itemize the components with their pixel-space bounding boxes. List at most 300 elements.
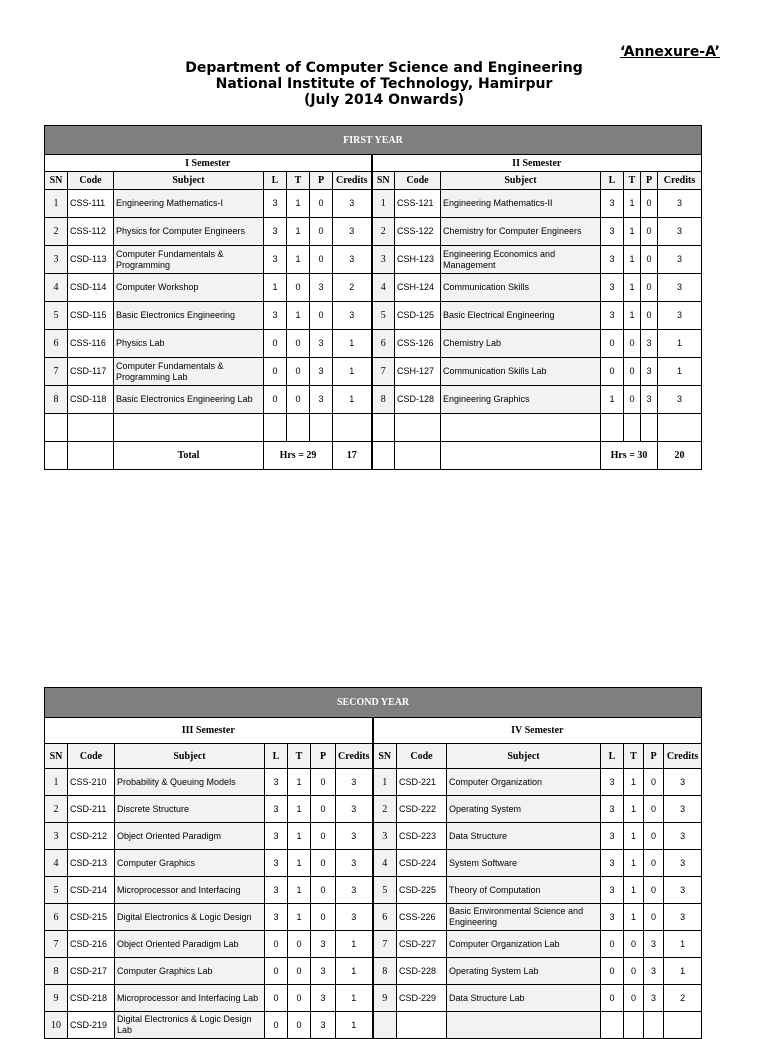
course-subject: Microprocessor and Interfacing Lab bbox=[115, 985, 265, 1012]
practical-hours: 0 bbox=[644, 796, 664, 823]
course-subject: Computer Fundamentals & Programming bbox=[114, 246, 264, 274]
course-subject: Computer Organization Lab bbox=[447, 931, 601, 958]
table-row bbox=[45, 823, 702, 850]
practical-hours: 3 bbox=[310, 274, 333, 302]
empty-cell bbox=[68, 442, 114, 470]
tutorial-hours: 1 bbox=[624, 850, 644, 877]
tutorial-hours: 1 bbox=[287, 302, 310, 330]
course-credits: 3 bbox=[664, 877, 702, 904]
row-sn: 2 bbox=[373, 796, 397, 823]
course-credits: 1 bbox=[333, 358, 372, 386]
course-code bbox=[397, 1012, 447, 1039]
tutorial-hours: 1 bbox=[624, 823, 644, 850]
course-credits: 3 bbox=[336, 877, 373, 904]
practical-hours: 0 bbox=[644, 823, 664, 850]
tutorial-hours: 1 bbox=[624, 904, 644, 931]
course-subject: Theory of Computation bbox=[447, 877, 601, 904]
tutorial-hours: 1 bbox=[624, 769, 644, 796]
course-subject bbox=[447, 1012, 601, 1039]
tutorial-hours: 0 bbox=[624, 931, 644, 958]
tutorial-hours: 0 bbox=[624, 358, 641, 386]
column-header: L bbox=[601, 744, 624, 769]
lecture-hours: 3 bbox=[265, 904, 288, 931]
course-subject: Engineering Mathematics-I bbox=[114, 190, 264, 218]
row-sn: 8 bbox=[45, 958, 68, 985]
column-header: P bbox=[641, 172, 658, 190]
row-sn: 6 bbox=[45, 330, 68, 358]
column-header: P bbox=[311, 744, 336, 769]
column-header: Code bbox=[397, 744, 447, 769]
course-credits: 3 bbox=[333, 246, 372, 274]
practical-hours: 0 bbox=[641, 218, 658, 246]
semester-title: II Semester bbox=[372, 155, 702, 172]
empty-cell bbox=[264, 414, 287, 442]
semester-title: III Semester bbox=[45, 718, 373, 744]
course-subject: Digital Electronics & Logic Design Lab bbox=[115, 1012, 265, 1039]
lecture-hours: 3 bbox=[264, 190, 287, 218]
course-code: CSD-114 bbox=[68, 274, 114, 302]
column-header: T bbox=[287, 172, 310, 190]
lecture-hours: 0 bbox=[265, 958, 288, 985]
practical-hours: 3 bbox=[311, 1012, 336, 1039]
course-code: CSS-111 bbox=[68, 190, 114, 218]
course-code: CSD-225 bbox=[397, 877, 447, 904]
row-sn: 6 bbox=[45, 904, 68, 931]
table-row bbox=[45, 302, 702, 330]
course-credits: 1 bbox=[658, 358, 702, 386]
course-subject: Computer Graphics Lab bbox=[115, 958, 265, 985]
course-code: CSD-211 bbox=[68, 796, 115, 823]
empty-cell bbox=[395, 442, 441, 470]
total-hours: Hrs = 29 bbox=[264, 442, 333, 470]
row-sn: 4 bbox=[45, 274, 68, 302]
row-sn: 10 bbox=[45, 1012, 68, 1039]
tutorial-hours: 0 bbox=[624, 330, 641, 358]
practical-hours: 3 bbox=[644, 931, 664, 958]
row-sn: 1 bbox=[373, 769, 397, 796]
course-code: CSD-214 bbox=[68, 877, 115, 904]
practical-hours: 0 bbox=[310, 190, 333, 218]
course-credits: 3 bbox=[658, 190, 702, 218]
lecture-hours: 3 bbox=[265, 877, 288, 904]
row-sn: 3 bbox=[45, 823, 68, 850]
lecture-hours: 3 bbox=[264, 302, 287, 330]
course-code: CSD-216 bbox=[68, 931, 115, 958]
empty-cell bbox=[68, 414, 114, 442]
course-subject: Computer Graphics bbox=[115, 850, 265, 877]
column-header: L bbox=[264, 172, 287, 190]
course-subject: Physics Lab bbox=[114, 330, 264, 358]
practical-hours: 0 bbox=[310, 246, 333, 274]
tutorial-hours: 1 bbox=[624, 274, 641, 302]
empty-cell bbox=[658, 414, 702, 442]
course-code: CSS-112 bbox=[68, 218, 114, 246]
practical-hours: 3 bbox=[641, 386, 658, 414]
course-subject: Engineering Economics and Management bbox=[441, 246, 601, 274]
course-code: CSD-125 bbox=[395, 302, 441, 330]
lecture-hours: 0 bbox=[265, 1012, 288, 1039]
course-subject: Chemistry for Computer Engineers bbox=[441, 218, 601, 246]
course-subject: Probability & Queuing Models bbox=[115, 769, 265, 796]
course-subject: Operating System bbox=[447, 796, 601, 823]
row-sn: 9 bbox=[45, 985, 68, 1012]
effective-date: (July 2014 Onwards) bbox=[303, 92, 465, 108]
lecture-hours: 3 bbox=[264, 246, 287, 274]
tutorial-hours: 1 bbox=[624, 190, 641, 218]
second-year-table bbox=[44, 687, 702, 1039]
lecture-hours: 0 bbox=[264, 358, 287, 386]
first-year-table bbox=[44, 125, 702, 470]
course-code: CSD-115 bbox=[68, 302, 114, 330]
course-credits: 1 bbox=[336, 931, 373, 958]
practical-hours: 3 bbox=[311, 931, 336, 958]
row-sn: 7 bbox=[373, 931, 397, 958]
empty-cell bbox=[441, 414, 601, 442]
course-subject: Computer Organization bbox=[447, 769, 601, 796]
tutorial-hours: 1 bbox=[624, 877, 644, 904]
year-title: SECOND YEAR bbox=[45, 688, 702, 718]
empty-cell bbox=[333, 414, 372, 442]
row-sn: 7 bbox=[45, 931, 68, 958]
row-sn: 4 bbox=[373, 850, 397, 877]
row-sn: 8 bbox=[372, 386, 395, 414]
column-header: L bbox=[265, 744, 288, 769]
lecture-hours: 3 bbox=[601, 274, 624, 302]
practical-hours: 3 bbox=[644, 985, 664, 1012]
lecture-hours: 0 bbox=[265, 931, 288, 958]
course-credits: 3 bbox=[336, 823, 373, 850]
table-row bbox=[45, 958, 702, 985]
course-credits: 3 bbox=[333, 190, 372, 218]
total-credits: 20 bbox=[658, 442, 702, 470]
course-code: CSD-213 bbox=[68, 850, 115, 877]
course-code: CSS-210 bbox=[68, 769, 115, 796]
row-sn: 8 bbox=[373, 958, 397, 985]
column-header: T bbox=[288, 744, 311, 769]
empty-cell bbox=[45, 414, 68, 442]
course-code: CSD-219 bbox=[68, 1012, 115, 1039]
course-subject: Computer Workshop bbox=[114, 274, 264, 302]
course-code: CSH-127 bbox=[395, 358, 441, 386]
column-header: Code bbox=[68, 172, 114, 190]
course-credits: 1 bbox=[658, 330, 702, 358]
lecture-hours: 3 bbox=[601, 190, 624, 218]
course-code: CSS-126 bbox=[395, 330, 441, 358]
course-credits: 1 bbox=[664, 931, 702, 958]
course-subject: Object Oriented Paradigm bbox=[115, 823, 265, 850]
institute-title: National Institute of Technology, Hamirpur bbox=[215, 76, 553, 92]
practical-hours: 0 bbox=[311, 823, 336, 850]
tutorial-hours: 1 bbox=[624, 218, 641, 246]
tutorial-hours: 0 bbox=[287, 330, 310, 358]
course-subject: Computer Fundamentals & Programming Lab bbox=[114, 358, 264, 386]
practical-hours: 0 bbox=[644, 769, 664, 796]
department-title: Department of Computer Science and Engineering bbox=[185, 60, 583, 76]
column-header: L bbox=[601, 172, 624, 190]
lecture-hours: 1 bbox=[264, 274, 287, 302]
row-sn: 1 bbox=[45, 190, 68, 218]
course-subject: Microprocessor and Interfacing bbox=[115, 877, 265, 904]
tutorial-hours: 0 bbox=[624, 386, 641, 414]
lecture-hours: 3 bbox=[265, 796, 288, 823]
practical-hours: 3 bbox=[310, 330, 333, 358]
tutorial-hours: 1 bbox=[288, 877, 311, 904]
row-sn: 4 bbox=[372, 274, 395, 302]
practical-hours: 0 bbox=[641, 246, 658, 274]
tutorial-hours bbox=[624, 1012, 644, 1039]
column-header: Subject bbox=[114, 172, 264, 190]
tutorial-hours: 0 bbox=[624, 958, 644, 985]
empty-cell bbox=[45, 442, 68, 470]
course-code: CSD-218 bbox=[68, 985, 115, 1012]
table-row bbox=[45, 358, 702, 386]
course-credits: 3 bbox=[658, 386, 702, 414]
empty-cell bbox=[287, 414, 310, 442]
annexure-label: ‘Annexure-A’ bbox=[619, 44, 720, 60]
practical-hours: 0 bbox=[311, 769, 336, 796]
lecture-hours: 0 bbox=[601, 931, 624, 958]
practical-hours: 0 bbox=[644, 850, 664, 877]
course-code: CSS-116 bbox=[68, 330, 114, 358]
course-credits: 3 bbox=[664, 823, 702, 850]
tutorial-hours: 0 bbox=[288, 931, 311, 958]
row-sn: 3 bbox=[373, 823, 397, 850]
blank-row bbox=[45, 414, 702, 442]
tutorial-hours: 1 bbox=[288, 823, 311, 850]
course-credits: 1 bbox=[336, 985, 373, 1012]
lecture-hours: 3 bbox=[601, 823, 624, 850]
tutorial-hours: 1 bbox=[624, 796, 644, 823]
empty-cell bbox=[624, 414, 641, 442]
table-row bbox=[45, 1012, 702, 1039]
lecture-hours: 3 bbox=[601, 769, 624, 796]
course-code: CSD-113 bbox=[68, 246, 114, 274]
semester-title: I Semester bbox=[45, 155, 372, 172]
table-row bbox=[45, 904, 702, 931]
lecture-hours: 3 bbox=[601, 218, 624, 246]
course-code: CSS-226 bbox=[397, 904, 447, 931]
row-sn: 7 bbox=[372, 358, 395, 386]
course-code: CSD-227 bbox=[397, 931, 447, 958]
course-credits: 3 bbox=[336, 850, 373, 877]
lecture-hours: 3 bbox=[265, 769, 288, 796]
course-subject: Basic Electronics Engineering Lab bbox=[114, 386, 264, 414]
lecture-hours: 0 bbox=[601, 958, 624, 985]
course-subject: Physics for Computer Engineers bbox=[114, 218, 264, 246]
table-row bbox=[45, 386, 702, 414]
course-subject: Discrete Structure bbox=[115, 796, 265, 823]
course-credits: 3 bbox=[336, 769, 373, 796]
course-subject: Communication Skills Lab bbox=[441, 358, 601, 386]
row-sn: 3 bbox=[45, 246, 68, 274]
course-credits bbox=[664, 1012, 702, 1039]
course-code: CSS-121 bbox=[395, 190, 441, 218]
course-credits: 1 bbox=[336, 1012, 373, 1039]
row-sn bbox=[373, 1012, 397, 1039]
table-row bbox=[45, 274, 702, 302]
column-header: Credits bbox=[658, 172, 702, 190]
column-header: Subject bbox=[115, 744, 265, 769]
tutorial-hours: 1 bbox=[288, 904, 311, 931]
tutorial-hours: 1 bbox=[287, 218, 310, 246]
course-subject: System Software bbox=[447, 850, 601, 877]
lecture-hours: 3 bbox=[601, 246, 624, 274]
table-row bbox=[45, 796, 702, 823]
lecture-hours: 0 bbox=[264, 330, 287, 358]
tutorial-hours: 0 bbox=[287, 358, 310, 386]
course-subject: Basic Environmental Science and Engineering bbox=[447, 904, 601, 931]
lecture-hours: 3 bbox=[265, 823, 288, 850]
course-subject: Object Oriented Paradigm Lab bbox=[115, 931, 265, 958]
column-header: Subject bbox=[447, 744, 601, 769]
semester-title: IV Semester bbox=[373, 718, 702, 744]
course-credits: 1 bbox=[336, 958, 373, 985]
lecture-hours: 3 bbox=[601, 302, 624, 330]
course-subject: Chemistry Lab bbox=[441, 330, 601, 358]
course-code: CSD-229 bbox=[397, 985, 447, 1012]
tutorial-hours: 0 bbox=[288, 985, 311, 1012]
empty-cell bbox=[395, 414, 441, 442]
course-credits: 2 bbox=[333, 274, 372, 302]
tutorial-hours: 1 bbox=[288, 796, 311, 823]
course-subject: Data Structure Lab bbox=[447, 985, 601, 1012]
document-header bbox=[0, 60, 768, 108]
practical-hours: 3 bbox=[311, 958, 336, 985]
course-code: CSD-212 bbox=[68, 823, 115, 850]
table-row bbox=[45, 246, 702, 274]
column-header: Code bbox=[395, 172, 441, 190]
practical-hours: 0 bbox=[311, 796, 336, 823]
course-code: CSH-124 bbox=[395, 274, 441, 302]
row-sn: 1 bbox=[45, 769, 68, 796]
course-credits: 3 bbox=[664, 850, 702, 877]
course-code: CSD-223 bbox=[397, 823, 447, 850]
practical-hours: 0 bbox=[644, 904, 664, 931]
course-credits: 3 bbox=[664, 796, 702, 823]
course-credits: 1 bbox=[333, 386, 372, 414]
column-header: Credits bbox=[333, 172, 372, 190]
course-code: CSD-228 bbox=[397, 958, 447, 985]
course-code: CSS-122 bbox=[395, 218, 441, 246]
course-subject: Basic Electronics Engineering bbox=[114, 302, 264, 330]
lecture-hours: 0 bbox=[601, 330, 624, 358]
table-row bbox=[45, 218, 702, 246]
course-credits: 3 bbox=[658, 246, 702, 274]
table-row bbox=[45, 877, 702, 904]
practical-hours: 0 bbox=[311, 877, 336, 904]
course-code: CSD-117 bbox=[68, 358, 114, 386]
column-header: T bbox=[624, 744, 644, 769]
lecture-hours: 0 bbox=[601, 985, 624, 1012]
row-sn: 8 bbox=[45, 386, 68, 414]
empty-cell bbox=[372, 414, 395, 442]
row-sn: 2 bbox=[45, 218, 68, 246]
empty-cell bbox=[441, 442, 601, 470]
empty-cell bbox=[641, 414, 658, 442]
tutorial-hours: 1 bbox=[624, 246, 641, 274]
row-sn: 2 bbox=[45, 796, 68, 823]
practical-hours: 3 bbox=[311, 985, 336, 1012]
course-subject: Engineering Mathematics-II bbox=[441, 190, 601, 218]
practical-hours: 3 bbox=[644, 958, 664, 985]
column-header: Credits bbox=[664, 744, 702, 769]
lecture-hours: 3 bbox=[601, 796, 624, 823]
course-code: CSD-222 bbox=[397, 796, 447, 823]
practical-hours: 0 bbox=[311, 850, 336, 877]
course-subject: Digital Electronics & Logic Design bbox=[115, 904, 265, 931]
practical-hours: 0 bbox=[641, 190, 658, 218]
empty-cell bbox=[601, 414, 624, 442]
year-title: FIRST YEAR bbox=[45, 126, 702, 155]
course-subject: Data Structure bbox=[447, 823, 601, 850]
practical-hours: 0 bbox=[644, 877, 664, 904]
course-credits: 3 bbox=[664, 904, 702, 931]
practical-hours: 3 bbox=[641, 330, 658, 358]
course-code: CSD-224 bbox=[397, 850, 447, 877]
empty-cell bbox=[372, 442, 395, 470]
row-sn: 3 bbox=[372, 246, 395, 274]
table-row bbox=[45, 769, 702, 796]
lecture-hours: 0 bbox=[601, 358, 624, 386]
row-sn: 1 bbox=[372, 190, 395, 218]
course-credits: 1 bbox=[664, 958, 702, 985]
tutorial-hours: 0 bbox=[287, 274, 310, 302]
table-row bbox=[45, 850, 702, 877]
column-header: Code bbox=[68, 744, 115, 769]
course-credits: 1 bbox=[333, 330, 372, 358]
total-label: Total bbox=[114, 442, 264, 470]
tutorial-hours: 0 bbox=[287, 386, 310, 414]
course-subject: Operating System Lab bbox=[447, 958, 601, 985]
course-credits: 3 bbox=[336, 904, 373, 931]
tutorial-hours: 0 bbox=[624, 985, 644, 1012]
course-credits: 3 bbox=[333, 218, 372, 246]
lecture-hours: 3 bbox=[601, 877, 624, 904]
tutorial-hours: 1 bbox=[287, 246, 310, 274]
column-header: SN bbox=[45, 172, 68, 190]
row-sn: 5 bbox=[373, 877, 397, 904]
column-header: T bbox=[624, 172, 641, 190]
course-credits: 3 bbox=[333, 302, 372, 330]
lecture-hours: 3 bbox=[601, 904, 624, 931]
row-sn: 7 bbox=[45, 358, 68, 386]
practical-hours: 0 bbox=[641, 302, 658, 330]
row-sn: 6 bbox=[372, 330, 395, 358]
table-row bbox=[45, 985, 702, 1012]
course-code: CSD-128 bbox=[395, 386, 441, 414]
lecture-hours bbox=[601, 1012, 624, 1039]
tutorial-hours: 1 bbox=[288, 850, 311, 877]
column-header: Credits bbox=[336, 744, 373, 769]
tutorial-hours: 0 bbox=[288, 1012, 311, 1039]
column-header: SN bbox=[45, 744, 68, 769]
row-sn: 2 bbox=[372, 218, 395, 246]
column-header: Subject bbox=[441, 172, 601, 190]
table-row bbox=[45, 330, 702, 358]
course-subject: Basic Electrical Engineering bbox=[441, 302, 601, 330]
tutorial-hours: 1 bbox=[288, 769, 311, 796]
total-hours: Hrs = 30 bbox=[601, 442, 658, 470]
practical-hours: 0 bbox=[310, 302, 333, 330]
course-code: CSD-221 bbox=[397, 769, 447, 796]
course-credits: 3 bbox=[658, 302, 702, 330]
column-header: SN bbox=[372, 172, 395, 190]
course-credits: 3 bbox=[664, 769, 702, 796]
course-code: CSD-118 bbox=[68, 386, 114, 414]
lecture-hours: 0 bbox=[264, 386, 287, 414]
practical-hours: 0 bbox=[310, 218, 333, 246]
practical-hours: 0 bbox=[311, 904, 336, 931]
